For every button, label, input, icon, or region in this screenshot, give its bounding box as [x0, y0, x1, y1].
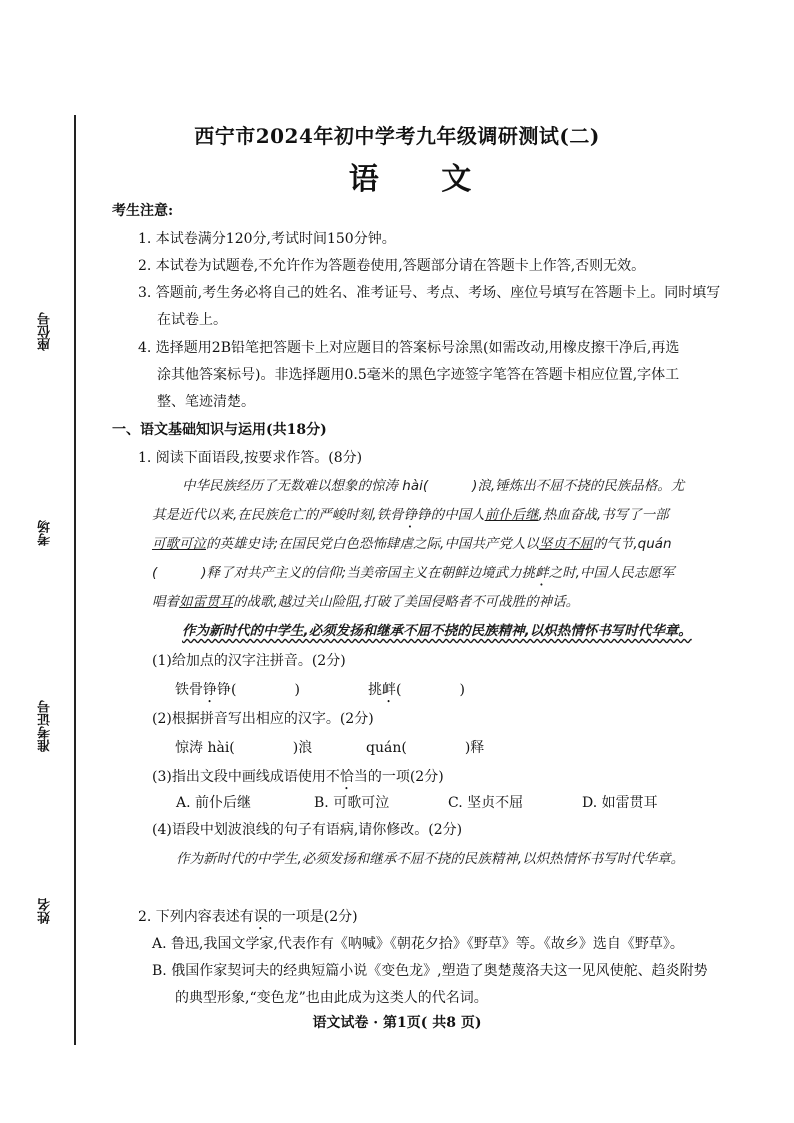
passage-line: 唱着如雷贯耳的战歌,越过关山险阻,打破了美国侵略者不可战胜的神话。 — [152, 594, 580, 610]
q2-option-b-cont: 的典型形象,“变色龙”也由此成为这类人的代名词。 — [175, 990, 488, 1006]
option-c: C. 坚贞不屈 — [448, 795, 524, 811]
option-a: A. 前仆后继 — [176, 795, 252, 811]
notice-item: 在试卷上。 — [157, 312, 227, 328]
exam-room-field: 考场 — [38, 520, 53, 546]
notice-heading: 考生注意: — [112, 203, 174, 219]
pinyin-answer-1: 铁骨铮铮( ) — [175, 682, 300, 698]
passage-line: ( )释了对共产主义的信仰;当美帝国主义在朝鲜边境武力挑衅之时,中国人民志愿军 — [152, 565, 675, 581]
notice-item: 涂其他答案标号)。非选择题用0.5毫米的黑色字迹签字笔答在答题卡相应位置,字体工 — [157, 367, 680, 383]
name-field: 姓名 — [38, 898, 53, 924]
subject-title: 语 文 — [348, 162, 498, 197]
sub-question-1: (1)给加点的汉字注拼音。(2分) — [152, 653, 346, 669]
question-2-stem: 2. 下列内容表述有误的一项是(2分) — [138, 909, 358, 925]
seat-number-field: 座位号 — [38, 312, 53, 351]
hanzi-answer-1: 惊涛 hài( )浪 — [175, 740, 313, 756]
exam-title: 西宁市2024年初中学考九年级调研测试(二) — [194, 124, 600, 148]
section-heading: 一、语文基础知识与运用(共18分) — [112, 422, 327, 438]
notice-item: 3. 答题前,考生务必将自己的姓名、准考证号、考点、考场、座位号填写在答题卡上。同时填写 — [138, 285, 721, 301]
passage-line: 其是近代以来,在民族危亡的严峻时刻,铁骨铮铮的中国人前仆后继,热血奋战,书写了一部 — [152, 507, 669, 523]
sub-question-3: (3)指出文段中画线成语使用不恰当的一项(2分) — [152, 769, 444, 785]
ticket-number-field: 准考证号 — [38, 700, 53, 752]
passage-line: 中华民族经历了无数难以想象的惊涛 hài( )浪,锤炼出不屈不挠的民族品格。尤 — [182, 478, 685, 494]
q2-option-a: A. 鲁迅,我国文学家,代表作有《呐喊》《朝花夕拾》《野草》等。《故乡》选自《野草》。 — [152, 936, 684, 952]
q2-option-b: B. 俄国作家契诃夫的经典短篇小说《变色龙》,塑造了奥楚蔑洛夫这一见风使舵、趋炎附势 — [152, 963, 708, 979]
sub-question-2: (2)根据拼音写出相应的汉字。(2分) — [152, 711, 374, 727]
hanzi-answer-2: quán( )释 — [366, 740, 485, 756]
sub-question-4: (4)语段中划波浪线的句子有语病,请你修改。(2分) — [152, 822, 463, 838]
notice-item: 4. 选择题用2B铅笔把答题卡上对应题目的答案标号涂黑(如需改动,用橡皮擦干净后,再选 — [138, 340, 680, 356]
question-1-stem: 1. 阅读下面语段,按要求作答。(8分) — [138, 450, 363, 466]
notice-item: 1. 本试卷满分120分,考试时间150分钟。 — [138, 231, 396, 247]
binding-line — [74, 115, 76, 1045]
option-b: B. 可歌可泣 — [314, 795, 390, 811]
notice-item: 整、笔迹清楚。 — [157, 394, 255, 410]
passage-line: 可歌可泣的英雄史诗;在国民党白色恐怖肆虐之际,中国共产党人以坚贞不屈的气节,quán — [152, 536, 672, 552]
wavy-sentence: 作为新时代的中学生,必须发扬和继承不屈不挠的民族精神,以炽热情怀书写时代华章。 — [182, 623, 692, 639]
option-d: D. 如雷贯耳 — [582, 795, 658, 811]
sub-question-4-sentence: 作为新时代的中学生,必须发扬和继承不屈不挠的民族精神,以炽热情怀书写时代华章。 — [176, 851, 685, 867]
notice-item: 2. 本试卷为试题卷,不允许作为答题卷使用,答题部分请在答题卡上作答,否则无效。 — [138, 258, 646, 274]
pinyin-answer-2: 挑衅( ) — [368, 682, 465, 698]
page-footer: 语文试卷 · 第1页( 共8 页) — [312, 1015, 482, 1031]
